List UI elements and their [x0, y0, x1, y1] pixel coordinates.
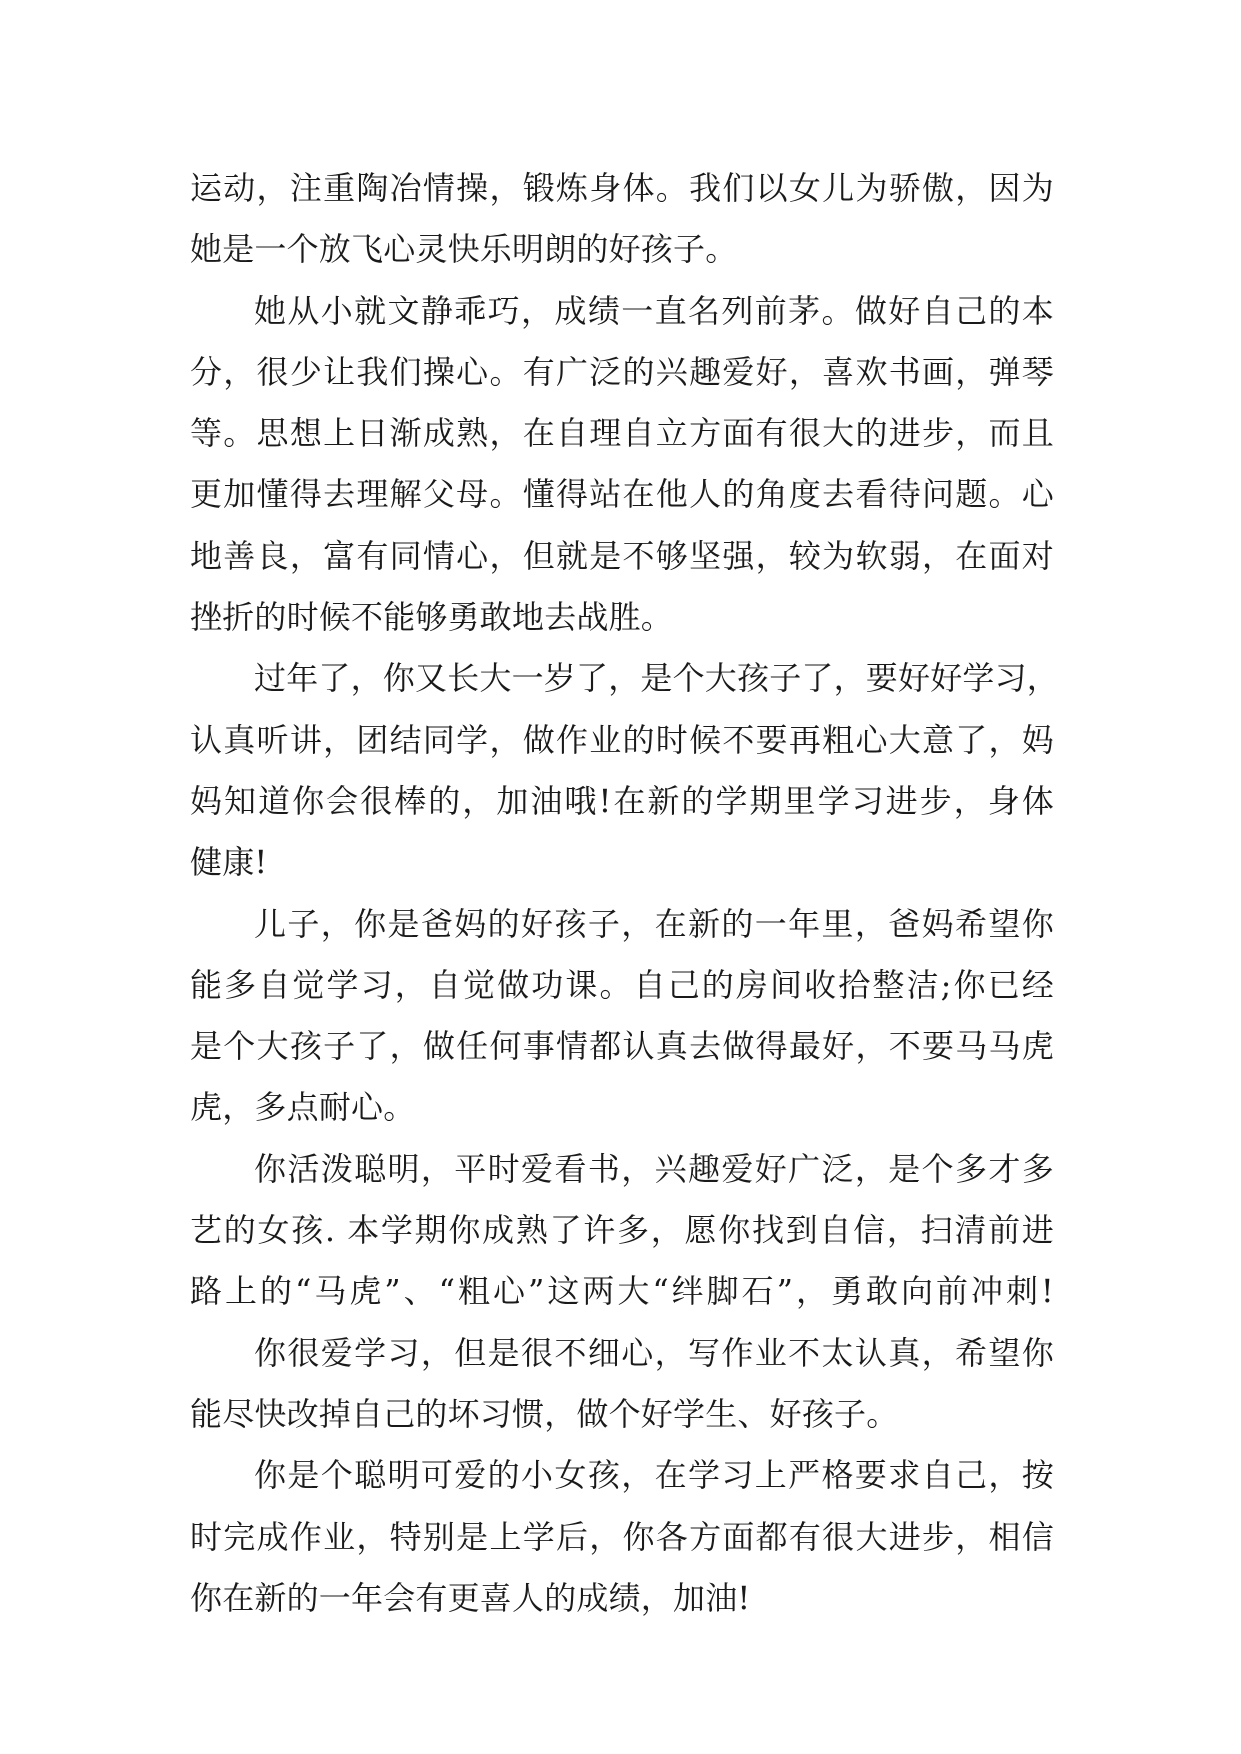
text-line: 妈知道你会很棒的，加油哦!在新的学期里学习进步，身体 [190, 781, 1054, 820]
text-line: 更加懂得去理解父母。懂得站在他人的角度去看待问题。心 [190, 475, 1054, 514]
paragraph-first-line: 你活泼聪明，平时爱看书，兴趣爱好广泛，是个多才多 [254, 1149, 1054, 1188]
text-line: 你在新的一年会有更喜人的成绩，加油! [190, 1578, 751, 1617]
document-body [190, 158, 1060, 1629]
paragraph-first-line: 儿子，你是爸妈的好孩子，在新的一年里，爸妈希望你 [254, 904, 1054, 943]
text-line: 地善良，富有同情心，但就是不够坚强，较为软弱，在面对 [190, 536, 1054, 575]
text-line: 路上的“马虎”、“粗心”这两大“绊脚石”，勇敢向前冲刺! [190, 1272, 1054, 1311]
text-line: 等。思想上日渐成熟，在自理自立方面有很大的进步，而且 [190, 414, 1054, 453]
text-line: 能多自觉学习，自觉做功课。自己的房间收拾整洁;你已经 [190, 965, 1054, 1004]
paragraph-first-line: 她从小就文静乖巧，成绩一直名列前茅。做好自己的本 [254, 291, 1054, 330]
text-line: 挫折的时候不能够勇敢地去战胜。 [190, 598, 674, 637]
paragraph-first-line: 过年了，你又长大一岁了，是个大孩子了，要好好学习， [254, 659, 1060, 698]
text-line: 她是一个放飞心灵快乐明朗的好孩子。 [190, 230, 738, 269]
text-line: 时完成作业，特别是上学后，你各方面都有很大进步，相信 [190, 1517, 1054, 1556]
text-line: 健康! [190, 843, 268, 882]
text-line: 是个大孩子了，做任何事情都认真去做得最好，不要马马虎 [190, 1027, 1054, 1066]
text-line: 分，很少让我们操心。有广泛的兴趣爱好，喜欢书画，弹琴 [190, 352, 1054, 391]
text-line: 艺的女孩. 本学期你成熟了许多，愿你找到自信，扫清前进 [190, 1211, 1054, 1250]
text-line: 虎，多点耐心。 [190, 1088, 416, 1127]
paragraph-first-line: 你很爱学习，但是很不细心，写作业不太认真，希望你 [254, 1333, 1054, 1372]
text-line: 能尽快改掉自己的坏习惯，做个好学生、好孩子。 [190, 1394, 899, 1433]
paragraph-first-line: 你是个聪明可爱的小女孩，在学习上严格要求自己，按 [254, 1456, 1054, 1495]
text-line: 认真听讲，团结同学，做作业的时候不要再粗心大意了，妈 [190, 720, 1054, 759]
text-line: 运动，注重陶冶情操，锻炼身体。我们以女儿为骄傲，因为 [190, 169, 1054, 207]
